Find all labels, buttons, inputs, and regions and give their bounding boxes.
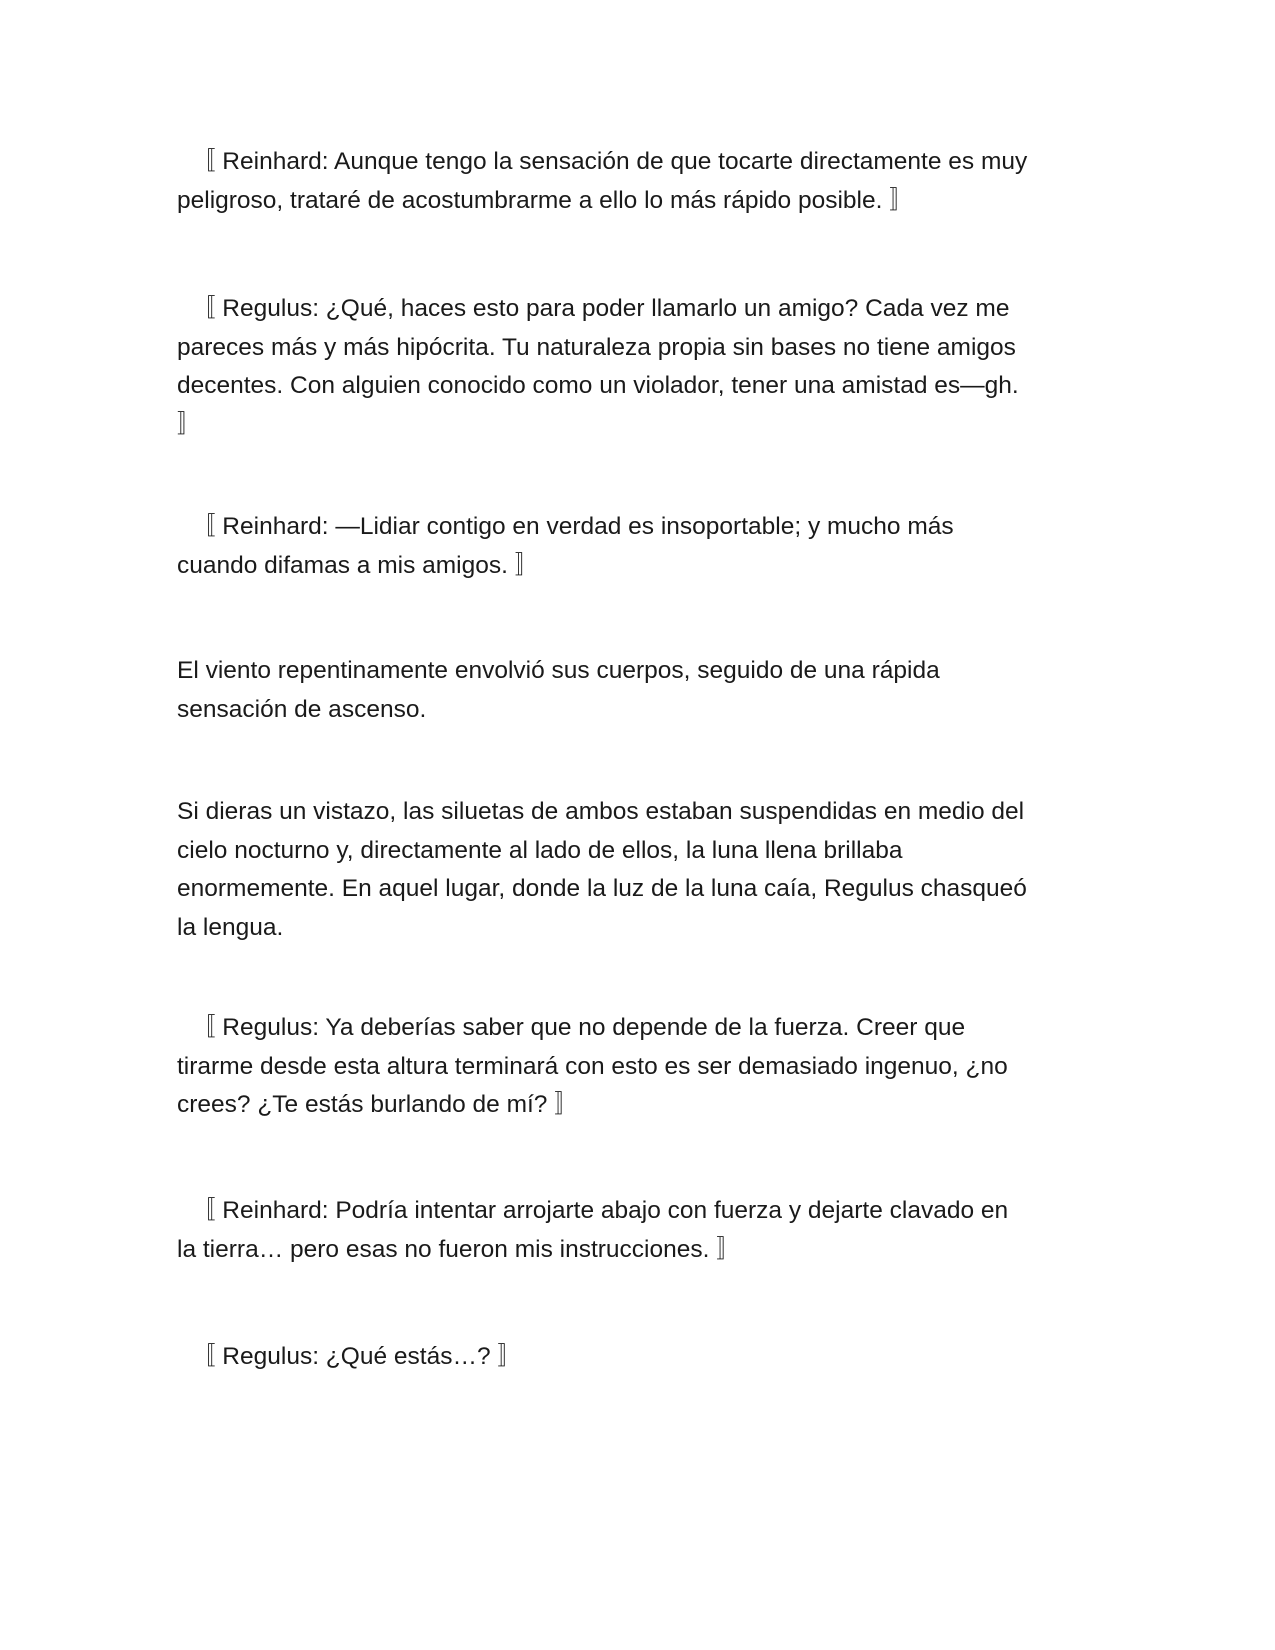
paragraph-reinhard-3 [177,1192,1107,1269]
text-line: 〚 Regulus: Ya deberías saber que no depende de la fuerza. Creer que [191,1014,966,1041]
text-line: cuando difamas a mis amigos. 〛 [177,551,540,579]
text-line: la lengua. [177,913,284,941]
paragraph-narration-2 [177,793,1107,947]
paragraph-narration-1 [177,652,1107,729]
text-line: 〚 Regulus: ¿Qué, haces esto para poder llamarlo un amigo? Cada vez me [191,295,1010,322]
text-line: 〚 Regulus: ¿Qué estás…? 〛 [191,1343,522,1370]
text-line: la tierra… pero esas no fueron mis instrucciones. 〛 [177,1235,741,1263]
paragraph-regulus-1 [177,290,1107,444]
text-line: crees? ¿Te estás burlando de mí? 〛 [177,1091,579,1118]
text-line: 〚 Reinhard: Podría intentar arrojarte abajo con fuerza y dejarte clavado en [191,1197,1009,1224]
text-line: 〚 Reinhard: Aunque tengo la sensación de que tocarte directamente es muy [191,148,1028,175]
text-line: pareces más y más hipócrita. Tu naturaleza propia sin bases no tiene amigos [177,333,1016,361]
text-line: enormemente. En aquel lugar, donde la luz de la luna caía, Regulus chasqueó [177,875,1027,902]
paragraph-reinhard-2 [177,508,1107,585]
paragraph-regulus-2 [177,1009,1107,1125]
paragraph-regulus-3 [177,1338,1107,1377]
text-line: Si dieras un vistazo, las siluetas de ambos estaban suspendidas en medio del [177,798,1025,825]
text-line: sensación de ascenso. [177,695,427,723]
text-line: 〚 Reinhard: —Lidiar contigo en verdad es insoportable; y mucho más [191,513,954,540]
text-line: decentes. Con alguien conocido como un violador, tener una amistad es—gh. [177,372,1019,399]
text-line: cielo nocturno y, directamente al lado de ellos, la luna llena brillaba [177,836,903,864]
text-line: El viento repentinamente envolvió sus cuerpos, seguido de una rápida [177,657,940,684]
text-line: peligroso, trataré de acostumbrarme a ello lo más rápido posible. 〛 [177,186,914,214]
paragraph-reinhard-1 [177,143,1107,220]
text-line: tirarme desde esta altura terminará con esto es ser demasiado ingenuo, ¿no [177,1052,1008,1080]
text-line: 〛 [177,410,202,438]
